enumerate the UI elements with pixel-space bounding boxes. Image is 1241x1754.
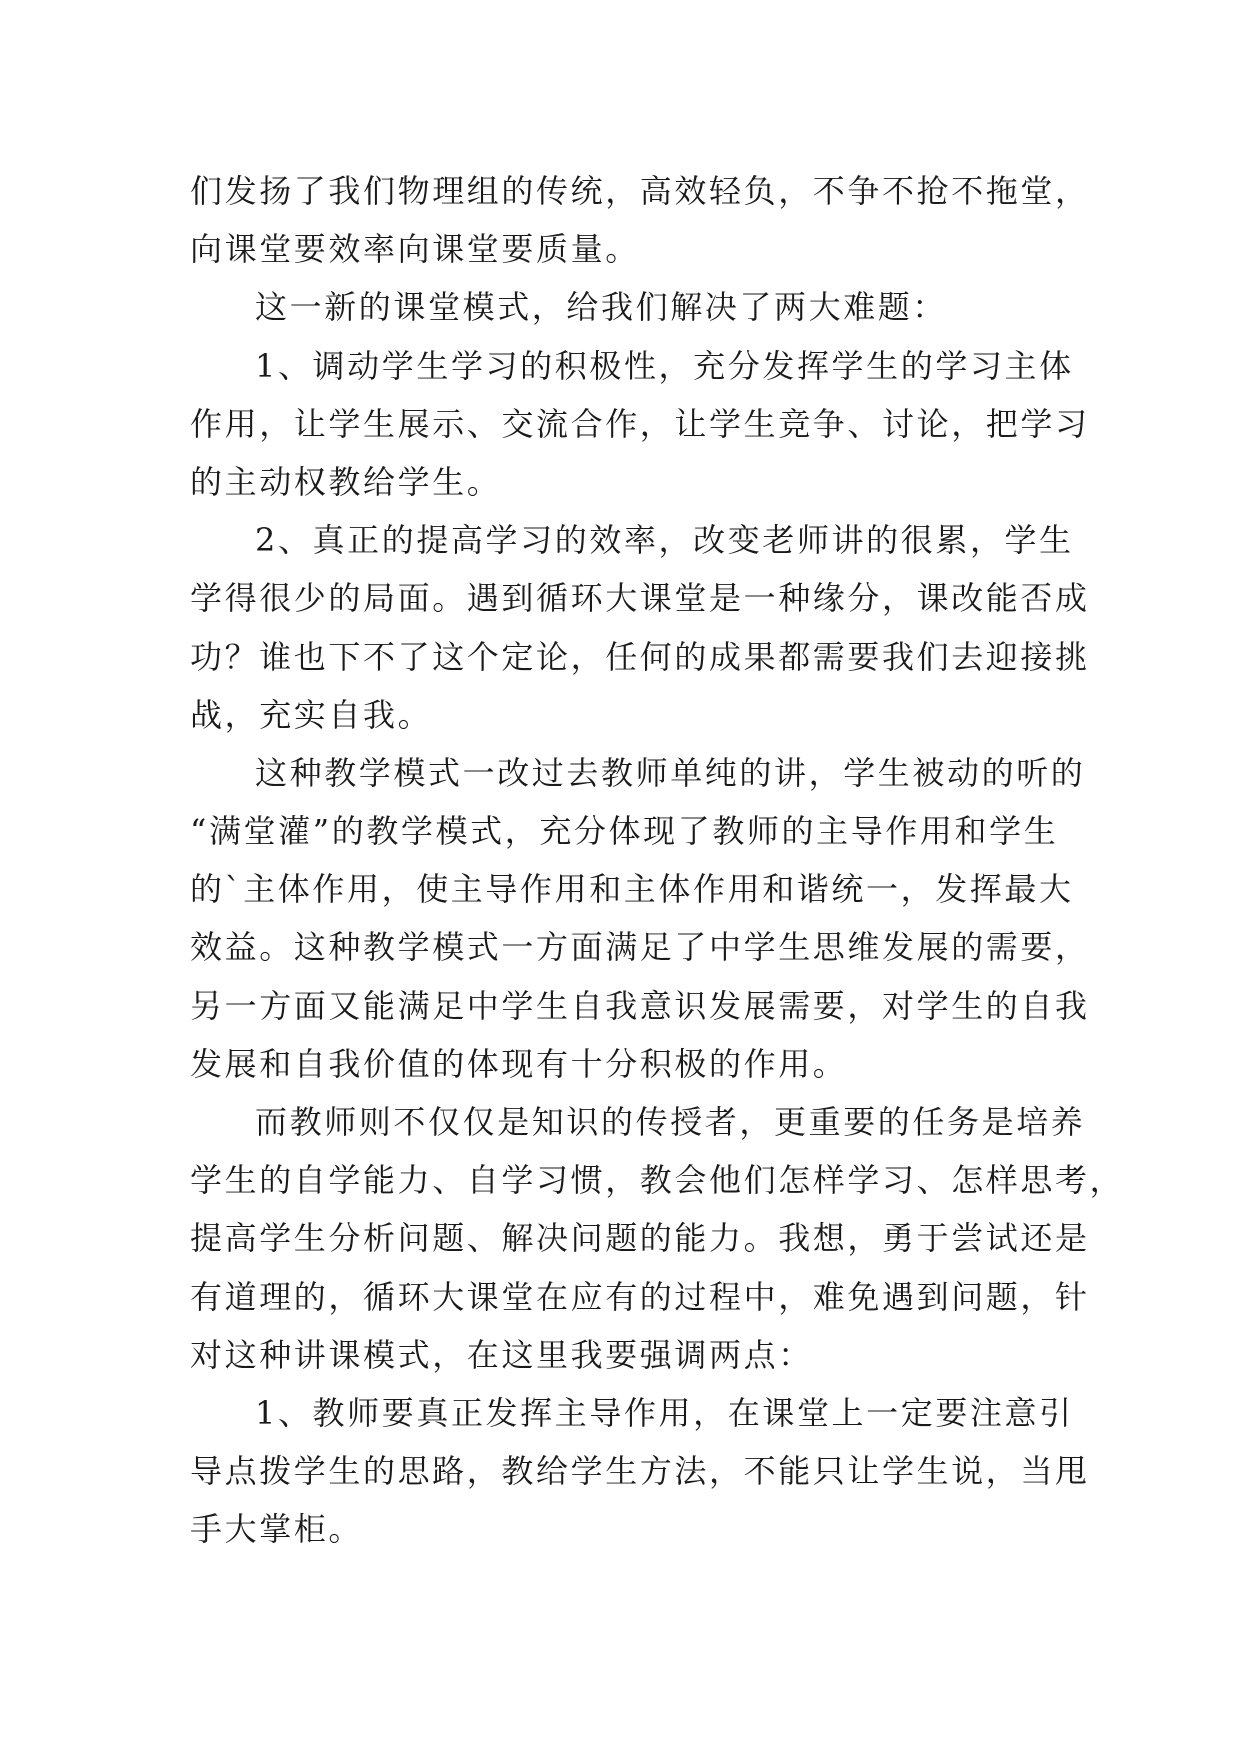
paragraph-start-line: 这一新的课堂模式，给我们解决了两大难题： — [255, 288, 948, 327]
paragraph-start-line: 2、真正的提高学习的效率，改变老师讲的很累，学生 — [255, 521, 1074, 560]
text-line: 战，充实自我。 — [190, 695, 433, 734]
text-line: 对这种讲课模式，在这里我要强调两点： — [190, 1335, 813, 1374]
text-line: 向课堂要效率向课堂要质量。 — [190, 230, 640, 269]
text-line: 手大掌柜。 — [190, 1510, 364, 1549]
text-line: 效益。这种教学模式一方面满足了中学生思维发展的需要， — [190, 928, 1090, 967]
body-text — [190, 162, 1125, 1559]
text-line: 导点拨学生的思路，教给学生方法，不能只让学生说，当甩 — [190, 1452, 1090, 1491]
paragraph-start-line: 1、调动学生学习的积极性，充分发挥学生的学习主体 — [255, 346, 1074, 385]
text-line: 的主动权教给学生。 — [190, 462, 502, 501]
text-line: 提高学生分析问题、解决问题的能力。我想，勇于尝试还是 — [190, 1219, 1090, 1258]
text-line: 另一方面又能满足中学生自我意识发展需要，对学生的自我 — [190, 986, 1090, 1025]
paragraph-start-line: 这种教学模式一改过去教师单纯的讲，学生被动的听的 — [255, 753, 1086, 792]
text-line: 功？谁也下不了这个定论，任何的成果都需要我们去迎接挑 — [190, 637, 1090, 676]
text-line: 们发扬了我们物理组的传统，高效轻负，不争不抢不拖堂， — [190, 172, 1090, 210]
text-line: 学生的自学能力、自学习惯，教会他们怎样学习、怎样思考， — [190, 1161, 1125, 1200]
text-line: 作用，让学生展示、交流合作，让学生竞争、讨论，把学习 — [190, 404, 1090, 443]
text-line: 有道理的，循环大课堂在应有的过程中，难免遇到问题，针 — [190, 1277, 1090, 1316]
text-line: 学得很少的局面。遇到循环大课堂是一种缘分，课改能否成 — [190, 579, 1090, 618]
text-line: “满堂灌”的教学模式，充分体现了教师的主导作用和学生 — [190, 812, 1059, 851]
text-line: 的`主体作用，使主导作用和主体作用和谐统一，发挥最大 — [190, 870, 1074, 909]
paragraph-start-line: 1、教师要真正发挥主导作用，在课堂上一定要注意引 — [255, 1393, 1074, 1432]
paragraph-start-line: 而教师则不仅仅是知识的传授者，更重要的任务是培养 — [255, 1103, 1086, 1141]
text-line: 发展和自我价值的体现有十分积极的作用。 — [190, 1044, 848, 1083]
